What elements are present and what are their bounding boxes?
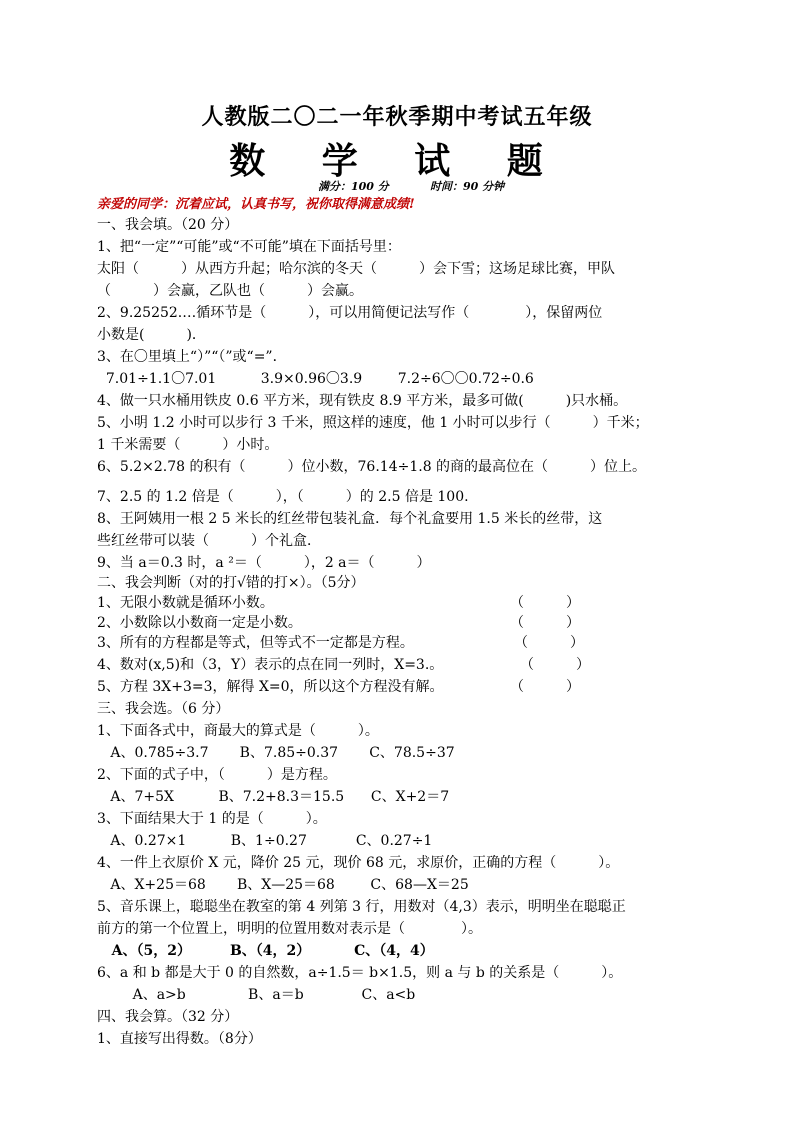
answer-bracket: （ ） [510, 615, 580, 631]
question-line: 6、5.2×2.78 的积有（ ）位小数，76.14÷1.8 的商的最高位在（ ）位上。 [97, 459, 647, 475]
greeting-lead: 亲爱的同学： [97, 197, 176, 212]
exam-time: 时间：90 分钟 [430, 180, 505, 193]
full-score: 满分：100 分 [318, 180, 389, 193]
section-heading-calc: 四、我会算。（32 分） [97, 1009, 239, 1025]
subject-title: 数 学 试 题 [229, 140, 565, 182]
question-line: 2、9.25252.…循环节是（ ），可以用简便记法写作（ ），保留两位 [97, 305, 603, 321]
choice-line: A、0.27×1 B、1÷0.27 C、0.27÷1 [97, 833, 433, 849]
question-line: 些红丝带可以装（ ）个礼盒． [97, 533, 321, 549]
choice-line: 3、下面结果大于 1 的是（ ）。 [97, 811, 327, 827]
choice-line: A、（5，2） B、（4，2） C、（4，4） [97, 943, 434, 959]
choice-line: A、a>b B、a＝b C、a<b [97, 987, 416, 1003]
question-line: 太阳（ ）从西方升起；哈尔滨的冬天（ ）会下雪；这场足球比赛，甲队 [97, 261, 615, 277]
question-line: 8、王阿姨用一根 2 5 米长的红丝带包装礼盒．每个礼盒要用 1.5 米长的丝带，这 [97, 511, 603, 527]
choice-line: A、7+5X B、7.2+8.3＝15.5 C、X+2＝7 [97, 789, 450, 805]
question-line: 7.01÷1.1〇7.01 3.9×0.96〇3.9 7.2÷6〇〇0.72÷0.6 [97, 371, 534, 387]
choice-line: 5、音乐课上，聪聪坐在教室的第 4 列第 3 行，用数对（4,3）表示，明明坐在聪聪正 [97, 899, 626, 915]
judge-item: 4、数对(x,5)和（3，Y）表示的点在同一列时，X=3.。 [97, 657, 444, 673]
choice-line: 前方的第一个位置上，明明的位置用数对表示是（ ）。 [97, 921, 482, 937]
section-heading-choose: 三、我会选。（6 分） [97, 701, 230, 717]
judge-item: 1、无限小数就是循环小数。 [97, 595, 274, 611]
question-line: 7、2.5 的 1.2 倍是（ ），（ ）的 2.5 倍是 100. [97, 489, 469, 505]
exam-title: 人教版二〇二一年秋季期中考试五年级 [201, 104, 593, 130]
question-line: 9、当 a＝0.3 时，a ²＝（ ），2 a＝（ ） [97, 555, 431, 571]
section-heading-fill: 一、我会填。（20 分） [97, 217, 239, 233]
question-line: 1、把“一定”“可能”或“不可能”填在下面括号里： [97, 239, 401, 255]
answer-bracket: （ ） [510, 679, 580, 695]
question-line: 5、小明 1.2 小时可以步行 3 千米，照这样的速度，他 1 小时可以步行（ ）千米； [97, 415, 649, 431]
choice-line: 2、下面的式子中，（ ）是方程。 [97, 767, 337, 783]
choice-line: 6、a 和 b 都是大于 0 的自然数，a÷1.5＝ b×1.5，则 a 与 b 的关系是（ ）。 [97, 965, 623, 981]
choice-line: A、X+25＝68 B、X—25＝68 C、68—X＝25 [97, 877, 469, 893]
choice-line: 4、一件上衣原价 X 元，降价 25 元，现价 68 元，求原价，正确的方程（ ）。 [97, 855, 620, 871]
judge-item: 5、方程 3X+3=3，解得 X=0，所以这个方程没有解。 [97, 679, 444, 695]
greeting [97, 196, 415, 214]
choice-line: A、0.785÷3.7 B、7.85÷0.37 C、78.5÷37 [97, 745, 455, 761]
section-heading-judge: 二、我会判断（对的打√错的打×）。（5分） [97, 575, 365, 591]
question-line: 1 千米需要（ ）小时。 [97, 437, 279, 453]
choice-line: 1、下面各式中，商最大的算式是（ ）。 [97, 723, 379, 739]
question-line: 4、做一只水桶用铁皮 0.6 平方米，现有铁皮 8.9 平方米，最多可做( )只水桶。 [97, 393, 628, 409]
question-line: （ ）会赢，乙队也（ ）会赢。 [97, 283, 363, 299]
judge-item: 3、所有的方程都是等式，但等式不一定都是方程。 [97, 635, 414, 651]
judge-item: 2、小数除以小数商一定是小数。 [97, 615, 302, 631]
answer-bracket: （ ） [520, 657, 590, 673]
greeting-body: 沉着应试，认真书写，祝你取得满意成绩! [175, 197, 415, 212]
question-line: 3、在〇里填上“）”“（”或“=”． [97, 349, 287, 365]
question-line: 小数是( )． [97, 327, 206, 343]
calc-line: 1、直接写出得数。（8分） [97, 1031, 262, 1047]
answer-bracket: （ ） [514, 635, 584, 651]
answer-bracket: （ ） [510, 595, 580, 611]
